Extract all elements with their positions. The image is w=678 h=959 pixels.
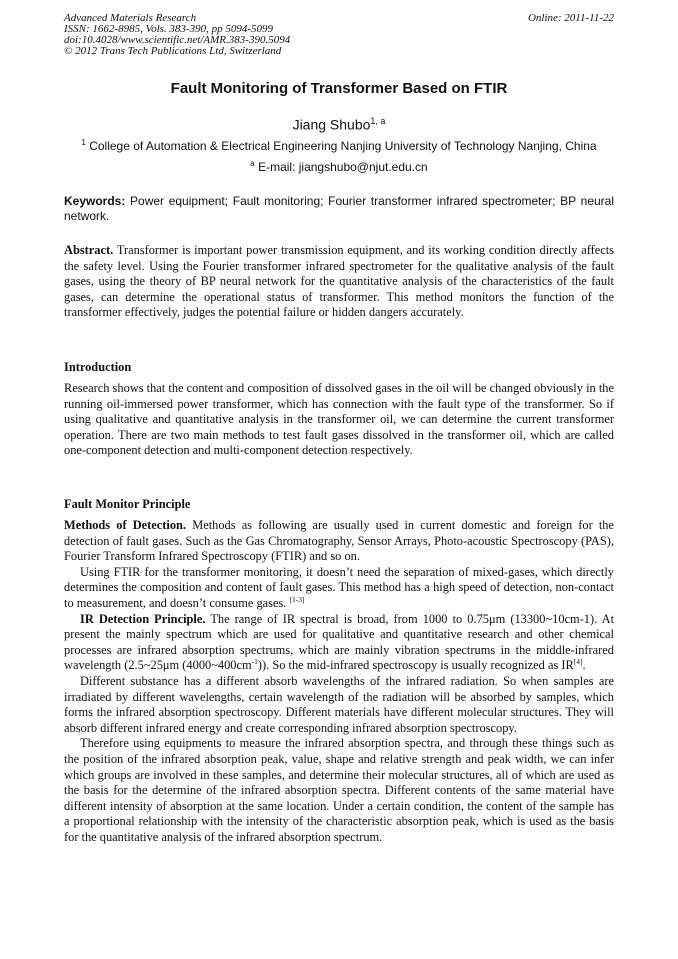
ir-text-2: )). So the mid-infrared spectroscopy is usually recognized as IR xyxy=(257,658,574,673)
ir-text-1: The range of IR spectral is broad, from 1000 to 0.75μm (13300~10cm-1). At present the mainly spectrum which are used for qualitative and quantitative research and other chemical processes are infrared absorption spectrums, which are mainly vibration spectrums in the middle-infrared wavelength (2.5~25μm (4000~400cm xyxy=(64,611,615,673)
abstract-text: Transformer is important power transmission equipment, and its working condition directly affects the safety level. Using the Fourier transformer infrared spectrometer for the qualitative analysis of the fault gases, using the theory of BP neural network for the quantitative analysis of the characteristics of the fault gases, can determine the operational status of transformer. This method monitors the function of the transformer effectively, judges the potential failure or hidden dangers accurately. xyxy=(64,243,614,320)
email-text: E-mail: jiangshubo@njut.edu.cn xyxy=(258,160,428,174)
author-name: Jiang Shubo xyxy=(292,116,371,133)
affiliation-text: College of Automation & Electrical Engineering Nanjing University of Technology Nanjing, China xyxy=(89,139,597,153)
ftir-text: Using FTIR for the transformer monitoring, it doesn’t need the separation of mixed-gases, which directly determines the composition and content of fault gases. This method has a high speed of detection, non-contact to measurement, and doesn’t consume gases. xyxy=(64,564,614,610)
principle-body xyxy=(64,518,614,845)
introduction-text: Research shows that the content and composition of dissolved gases in the oil will be changed obviously in the running oil-immersed power transformer, which has connection with the fault type of the transformer. So if using qualitative and quantitative analysis in the transformer oil, we can determine the current transformer operation. There are two main methods to test fault gases dissolved in the transformer oil, which are called one-component detection and multi-component detection respectively. xyxy=(64,381,614,458)
abstract-label: Abstract. xyxy=(64,243,114,257)
keywords xyxy=(64,194,614,224)
methods-label: Methods of Detection. xyxy=(64,518,187,532)
journal-doi: doi:10.4028/www.scientific.net/AMR.383-390.5094 xyxy=(64,34,291,46)
principle-heading: Fault Monitor Principle xyxy=(64,497,191,511)
introduction-body xyxy=(64,381,614,459)
journal-copyright: © 2012 Trans Tech Publications Ltd, Switzerland xyxy=(64,45,282,57)
ir-paragraph xyxy=(64,612,614,674)
methods-text: Methods as following are usually used in current domestic and foreign for the detection of fault gases. Such as the Gas Chromatography, Sensor Arrays, Photo-acoustic Spectroscopy (PAS), Fourier Transform Infrared Spectroscopy (FTIR) and so on. xyxy=(64,518,614,564)
journal-header xyxy=(64,13,290,57)
paper-title: Fault Monitoring of Transformer Based on FTIR xyxy=(170,80,508,97)
journal-name: Advanced Materials Research xyxy=(64,12,197,24)
author-marks: 1, a xyxy=(370,116,386,126)
journal-issn: ISSN: 1662-8985, Vols. 383-390, pp 5094-5099 xyxy=(64,23,273,35)
ir-citation: [4] xyxy=(573,657,583,667)
introduction-heading: Introduction xyxy=(64,360,132,374)
ftir-paragraph xyxy=(64,565,614,612)
therefore-paragraph: Therefore using equipments to measure the infrared absorption spectra, and through these things such as the position of the infrared absorption peak, value, shape and relative strength and peak width, we can infer which groups are involved in these samples, and determine their molecular structures, all of which are used as the basis for the determine of the infrared absorption spectra. Different contents of the same material have different intensity of absorption at the same location. Under a certain condition, the content of the sample has a proportional relationship with the intensity of the characteristic absorption peak, which is used as the basis for the quantitative analysis of the infrared absorption spectrum. xyxy=(64,736,614,844)
ir-label: IR Detection Principle. xyxy=(80,611,206,626)
difference-paragraph: Different substance has a different absorb wavelengths of the infrared radiation. So when samples are irradiated by different wavelengths, certain wavelength of the radiation will be absorbed by samples, which forms the infrared absorption spectroscopy. Different materials have different molecular structures. They will absorb different infrared energy and create corresponding infrared absorption spectroscopy. xyxy=(64,673,614,735)
ir-superscript: -1 xyxy=(251,657,258,667)
email-line xyxy=(0,157,678,174)
ir-end: . xyxy=(582,658,586,673)
affiliation-mark: 1 xyxy=(81,138,86,147)
email-mark: a xyxy=(250,159,255,168)
online-date: Online: 2011-11-22 xyxy=(527,12,614,24)
ftir-citation: [1-3] xyxy=(289,594,305,604)
author-line xyxy=(0,113,678,134)
keywords-text: Power equipment; Fault monitoring; Fourier transformer infrared spectrometer; BP neural network. xyxy=(64,194,614,223)
affiliation-line xyxy=(0,136,678,153)
methods-paragraph xyxy=(64,518,614,565)
keywords-label: Keywords: xyxy=(64,194,126,208)
abstract xyxy=(64,243,614,321)
